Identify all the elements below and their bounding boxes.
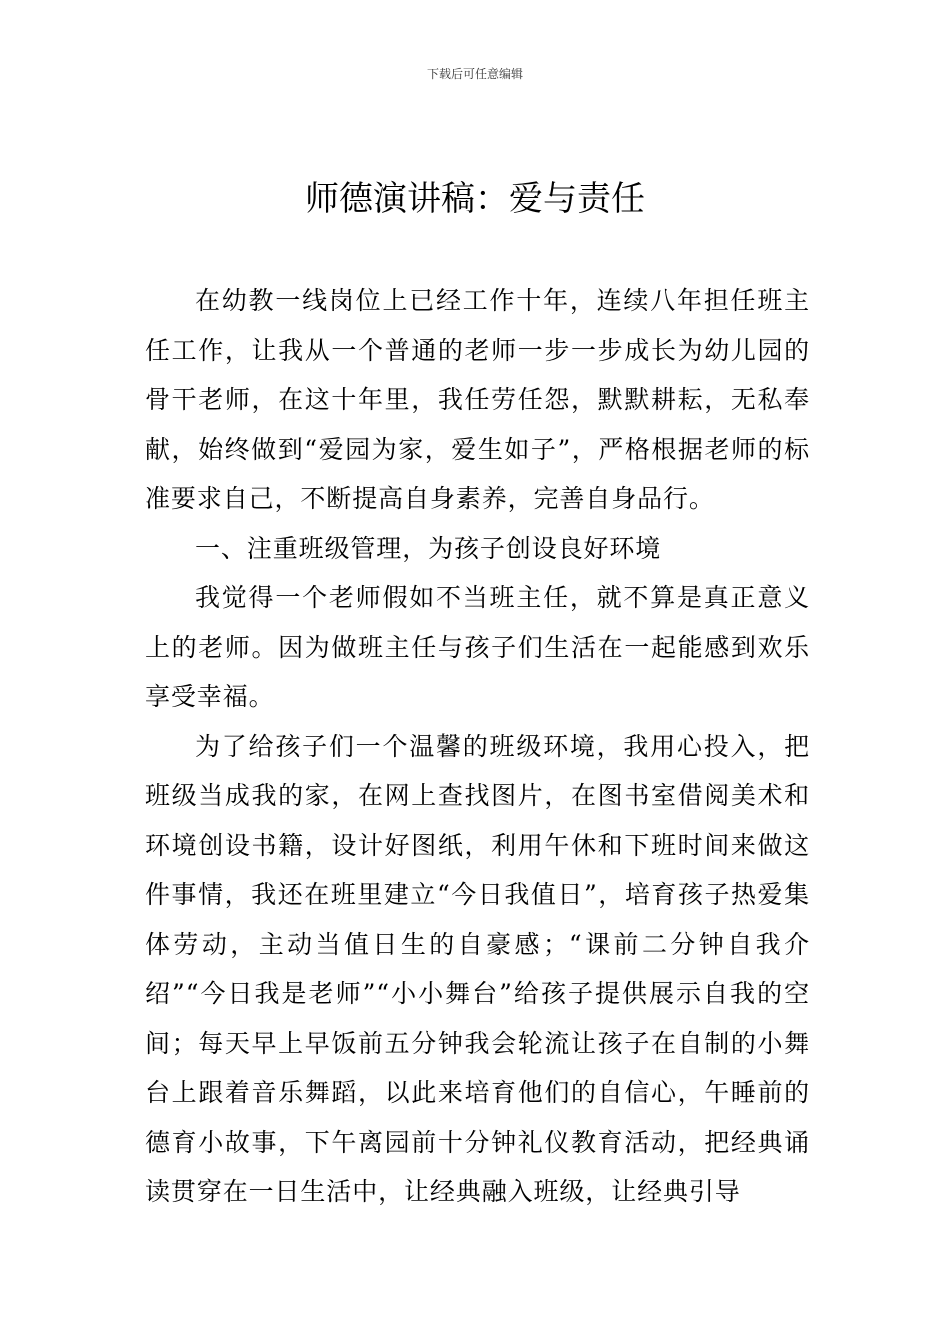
page-header-note: 下载后可任意编辑 xyxy=(426,67,523,81)
section-heading-1: 一、注重班级管理，为孩子创设良好环境 xyxy=(195,533,662,563)
paragraph-environment: 为了给孩子们一个温馨的班级环境，我用心投入，把班级当成我的家，在网上查找图片，在图书室借阅美术和环境创设书籍，设计好图纸，利用午休和下班时间来做这件事情，我还在班里建立“今日我值日”，培育孩子热爱集体劳动，主动当值日生的自豪感；“课前二分钟自我介绍”“今日我是老师”“小小舞台”给孩子提供展示自我的空间；每天早上早饭前五分钟我会轮流让孩子在自制的小舞台上跟着音乐舞蹈，以此来培育他们的自信心，午睡前的德育小故事，下午离园前十分钟礼仪教育活动，把经典诵读贯穿在一日生活中，让经典融入班级，让经典引导 xyxy=(145,731,810,1206)
paragraph-intro: 在幼教一线岗位上已经工作十年，连续八年担任班主任工作，让我从一个普通的老师一步一步成长为幼儿园的骨干老师，在这十年里，我任劳任怨，默默耕耘，无私奉献，始终做到“爱园为家，爱生如子”，严格根据老师的标准要求自己，不断提高自身素养，完善自身品行。 xyxy=(145,286,810,513)
document-body xyxy=(145,276,810,1217)
document-title: 师德演讲稿：爱与责任 xyxy=(305,179,645,219)
paragraph-class-teacher: 我觉得一个老师假如不当班主任，就不算是真正意义上的老师。因为做班主任与孩子们生活在一起能感到欢乐享受幸福。 xyxy=(145,583,810,711)
